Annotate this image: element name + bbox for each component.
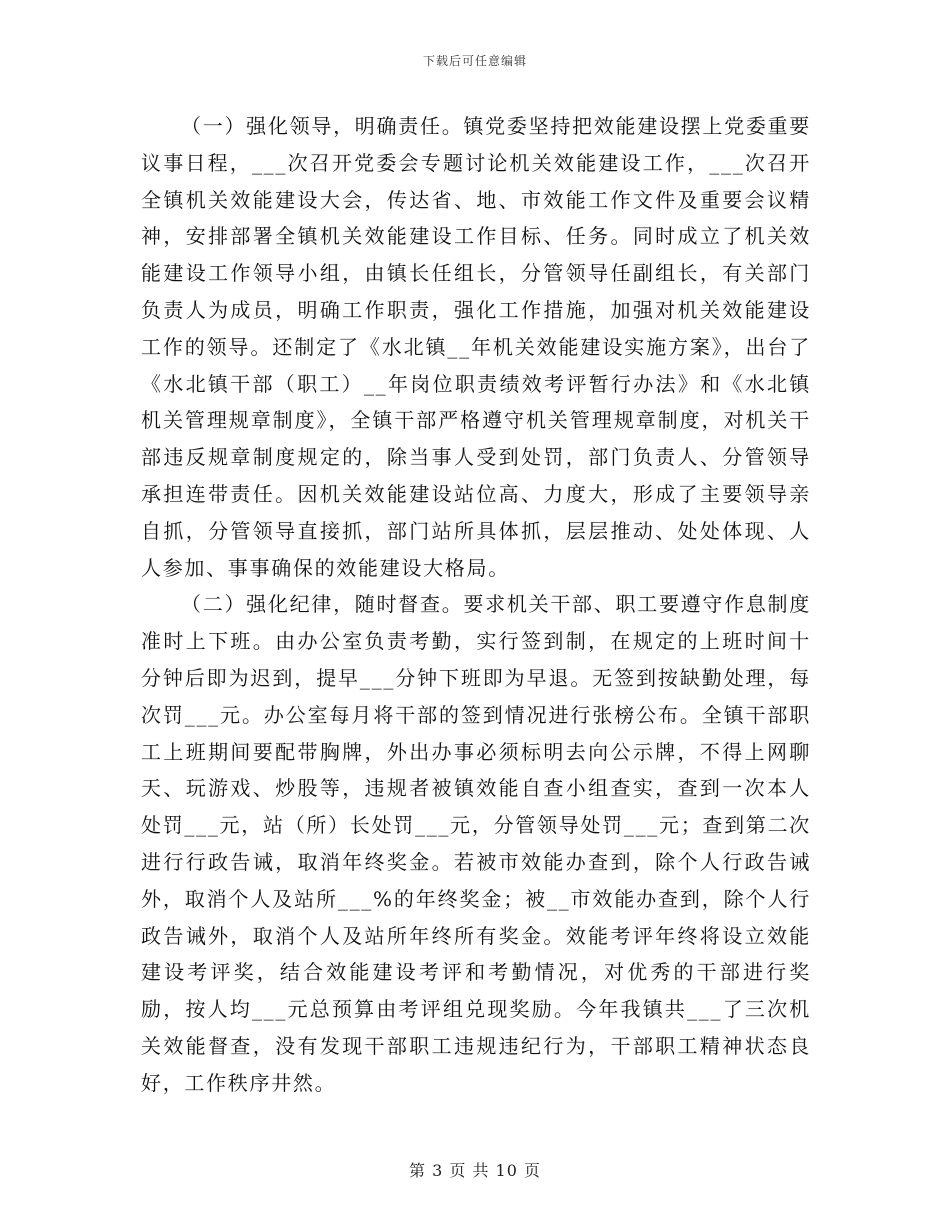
page-header: 下载后可任意编辑 (422, 54, 527, 68)
page-number: 第 3 页 共 10 页 (409, 1161, 541, 1180)
document-body (141, 108, 811, 1102)
paragraph-leadership: （一）强化领导，明确责任。镇党委坚持把效能建设摆上党委重要议事日程，___次召开党委会专题讨论机关效能建设工作，___次召开全镇机关效能建设大会，传达省、地、市效能工作文件及重要会议精神，安排部署全镇机关效能建设工作目标、任务。同时成立了机关效能建设工作领导小组，由镇长任组长，分管领导任副组长，有关部门负责人为成员，明确工作职责，强化工作措施，加强对机关效能建设工作的领导。还制定了《水北镇__年机关效能建设实施方案》，出台了《水北镇干部（职工）__年岗位职责绩效考评暂行办法》和《水北镇机关管理规章制度》，全镇干部严格遵守机关管理规章制度，对机关干部违反规章制度规定的，除当事人受到处罚，部门负责人、分管领导承担连带责任。因机关效能建设站位高、力度大，形成了主要领导亲自抓，分管领导直接抓，部门站所具体抓，层层推动、处处体现、人人参加、事事确保的效能建设大格局。 (141, 114, 811, 580)
paragraph-discipline: （二）强化纪律，随时督查。要求机关干部、职工要遵守作息制度准时上下班。由办公室负责考勤，实行签到制，在规定的上班时间十分钟后即为迟到，提早___分钟下班即为早退。无签到按缺勤处理，每次罚___元。办公室每月将干部的签到情况进行张榜公布。全镇干部职工上班期间要配带胸牌，外出办事必须标明去向公示牌，不得上网聊天、玩游戏、炒股等，违规者被镇效能自查小组查实，查到一次本人处罚___元，站（所）长处罚___元，分管领导处罚___元；查到第二次进行行政告诫，取消年终奖金。若被市效能办查到，除个人行政告诫外，取消个人及站所___%的年终奖金；被__市效能办查到，除个人行政告诫外，取消个人及站所年终所有奖金。效能考评年终将设立效能建设考评奖，结合效能建设考评和考勤情况，对优秀的干部进行奖励，按人均___元总预算由考评组兑现奖励。今年我镇共___了三次机关效能督查，没有发现干部职工违规违纪行为，干部职工精神状态良好，工作秩序井然。 (141, 592, 811, 1095)
